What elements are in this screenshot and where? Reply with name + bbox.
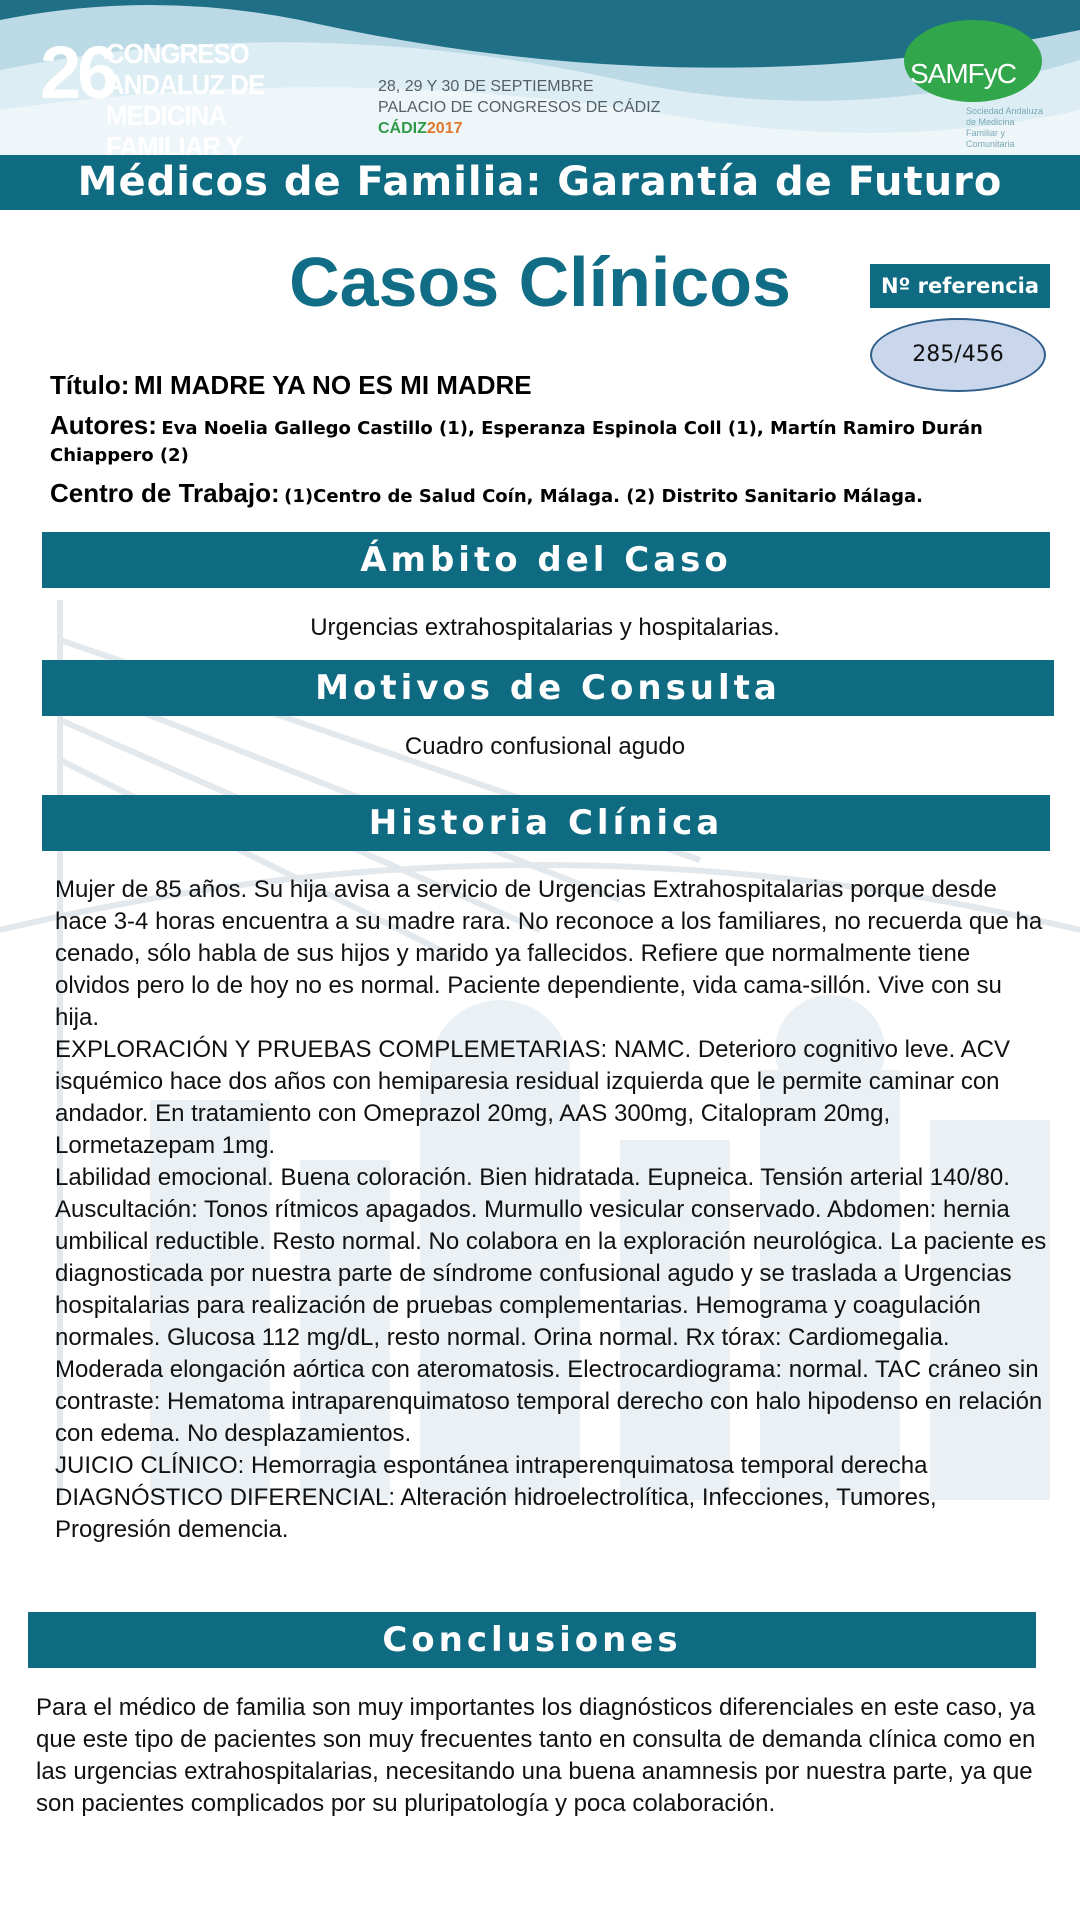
case-title-value: MI MADRE YA NO ES MI MADRE xyxy=(133,370,532,400)
authors-label: Autores: xyxy=(50,410,157,440)
page-title: Casos Clínicos xyxy=(289,243,791,321)
section-heading-ambito: Ámbito del Caso xyxy=(42,532,1050,588)
congress-info xyxy=(378,76,660,139)
ambito-text: Urgencias extrahospitalarias y hospitalarias. xyxy=(310,614,780,641)
clinical-history-text xyxy=(55,874,1050,1546)
conclusion-text: Para el médico de familia son muy importantes los diagnósticos diferenciales en este caso, ya que este tipo de pacientes son muy frecuentes tanto en consulta de demanda clínica como en las urgencias extrahospitalarias, necesitando una buena anamnesis por nuestra parte, ya que son pacientes complicados por su pluripatología y poca colaboración. xyxy=(36,1694,1036,1817)
authors-value: Eva Noelia Gallego Castillo (1), Esperanza Espinola Coll (1), Martín Ramiro Durán Chiappero (2) xyxy=(50,418,983,466)
congress-title: CONGRESO ANDALUZ DE MEDICINA FAMILIAR Y xyxy=(106,38,265,155)
reference-number: 285/456 xyxy=(870,318,1046,392)
work-centre-value: (1)Centro de Salud Coín, Málaga. (2) Distrito Sanitario Málaga. xyxy=(284,486,923,507)
history-paragraph: Labilidad emocional. Buena coloración. Bien hidratada. Eupneica. Tensión arterial 140/80. Auscultación: Tonos rítmicos apagados. Murmullo vesicular conservado. Abdomen: hernia umbilical reductible. Resto normal. No colabora en la exploración neurológica. La paciente es diagnosticada por nuestra parte de síndrome confusional agudo y se traslada a Urgencias hospitalarias para realización de pruebas complementarias. Hemograma y coagulación normales. Glucosa 112 mg/dL, resto normal. Orina normal. Rx tórax: Cardiomegalia. Moderada elongación aórtica con ateromatosis. Electrocardiograma: normal. TAC cráneo sin contraste: Hematoma intraparenquimatoso temporal derecho con halo hipodenso en relación con edema. No desplazamientos. xyxy=(55,1164,1047,1447)
congress-number: 26 xyxy=(40,31,115,114)
work-centre-label: Centro de Trabajo: xyxy=(50,478,280,508)
history-paragraph: Mujer de 85 años. Su hija avisa a servicio de Urgencias Extrahospitalarias porque desde hace 3-4 horas encuentra a su madre rara. No reconoce a los familiares, no recuerda que ha cenado, sólo habla de sus hijos y marido ya fallecidos. Refiere que normalmente tiene olvidos pero lo de hoy no es normal. Paciente dependiente, vida cama-sillón. Vive con su hija. xyxy=(55,876,1043,1031)
samfyc-logo xyxy=(904,20,1044,149)
history-paragraph: DIAGNÓSTICO DIFERENCIAL: Alteración hidroelectrolítica, Infecciones, Tumores, Progresión demencia. xyxy=(55,1484,937,1543)
section-heading-conclusiones: Conclusiones xyxy=(28,1612,1036,1668)
slogan-bar: Médicos de Familia: Garantía de Futuro xyxy=(0,155,1080,210)
authors-row xyxy=(50,412,1010,470)
samfyc-logo-subtitle: Sociedad Andaluza de Medicina Familiar y Comunitaria xyxy=(966,106,1044,149)
congress-venue: PALACIO DE CONGRESOS DE CÁDIZ xyxy=(378,99,661,116)
case-title-row xyxy=(50,370,1010,401)
congress-year: 2017 xyxy=(426,120,463,137)
case-title-label: Título: xyxy=(50,370,130,400)
section-heading-historia: Historia Clínica xyxy=(42,795,1050,851)
history-paragraph: EXPLORACIÓN Y PRUEBAS COMPLEMETARIAS: NAMC. Deterioro cognitivo leve. ACV isquémico hace dos años con hemiparesia residual izquierda que le permite caminar con andador. En tratamiento con Omeprazol 20mg, AAS 300mg, Citalopram 20mg, Lormetazepam 1mg. xyxy=(55,1036,1010,1159)
motivos-text: Cuadro confusional agudo xyxy=(404,733,686,760)
reference-label: Nº referencia xyxy=(870,264,1050,308)
samfyc-logo-text: SAMFyC xyxy=(910,58,1016,89)
work-centre-row xyxy=(50,478,1010,509)
history-paragraph: JUICIO CLÍNICO: Hemorragia espontánea intraperenquimatosa temporal derecha xyxy=(55,1452,928,1479)
section-heading-motivos: Motivos de Consulta xyxy=(42,660,1054,716)
congress-city-year xyxy=(378,118,660,139)
congress-city: CÁDIZ xyxy=(378,120,427,137)
congress-header-banner xyxy=(0,0,1080,155)
congress-dates: 28, 29 Y 30 DE SEPTIEMBRE xyxy=(378,78,594,95)
